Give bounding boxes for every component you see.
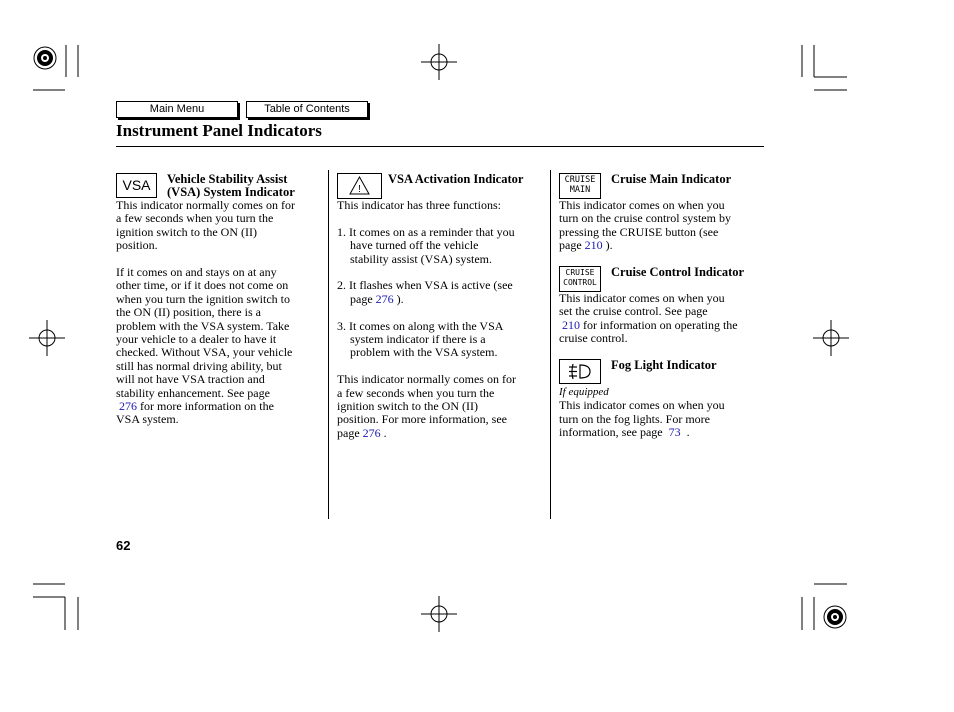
- fog-light-body: [559, 386, 764, 440]
- icon-text-line: MAIN: [569, 185, 591, 195]
- text-line: This indicator comes on when you: [559, 398, 725, 413]
- heading-line: (VSA) System Indicator: [167, 185, 295, 200]
- vsa-icon: VSA: [116, 173, 157, 198]
- text-fragment: page: [559, 238, 582, 253]
- text-line: 2. It flashes when VSA is active (see: [337, 278, 513, 293]
- text-line: still has normal driving ability, but: [116, 358, 282, 373]
- text-line: will not have VSA traction and: [116, 372, 265, 387]
- heading-line: Vehicle Stability Assist: [167, 172, 288, 186]
- text-line: 3. It comes on along with the VSA: [337, 318, 504, 333]
- text-line: position. For more information, see: [337, 412, 507, 427]
- text-line: [559, 319, 764, 332]
- icon-text-line: CONTROL: [563, 278, 597, 287]
- text-line: when you turn the ignition switch to: [116, 291, 290, 306]
- text-fragment: for more information on the: [140, 399, 274, 414]
- page-link[interactable]: 276: [119, 399, 137, 414]
- text-line: [559, 239, 764, 252]
- text-line: This indicator has three functions:: [337, 198, 501, 212]
- text-line: This indicator comes on when you: [559, 198, 725, 212]
- svg-text:!: !: [358, 184, 361, 195]
- icon-text-line: CRUISE: [565, 268, 595, 277]
- vsa-activation-heading: [388, 173, 548, 186]
- cruise-main-body: [559, 199, 764, 253]
- cruise-control-heading: [611, 266, 761, 279]
- text-line: This indicator normally comes on for: [337, 372, 516, 387]
- heading-line: Cruise Main Indicator: [611, 172, 732, 186]
- text-line: [116, 400, 324, 413]
- table-of-contents-button[interactable]: Table of Contents: [246, 101, 368, 118]
- text-line: [337, 427, 547, 440]
- text-fragment: page: [337, 425, 360, 440]
- page-number: 62: [116, 538, 131, 553]
- text-line: cruise control.: [559, 331, 628, 346]
- text-line: problem with the VSA system.: [350, 345, 498, 360]
- title-rule: [116, 146, 764, 147]
- cruise-control-body: [559, 292, 764, 346]
- text-line: stability assist (VSA) system.: [350, 251, 493, 266]
- vsa-activation-body: [337, 199, 547, 440]
- text-line: the ON (II) position, there is a: [116, 305, 261, 320]
- text-line: checked. Without VSA, your vehicle: [116, 345, 293, 360]
- text-line: a few seconds when you turn the: [116, 211, 274, 226]
- heading-line: Fog Light Indicator: [611, 358, 717, 372]
- text-line: a few seconds when you turn the: [337, 385, 495, 400]
- text-line: pressing the CRUISE button (see: [559, 224, 719, 239]
- text-line: your vehicle to a dealer to have it: [116, 332, 277, 347]
- vsa-heading: [167, 173, 327, 200]
- text-line: This indicator normally comes on for: [116, 198, 295, 212]
- text-fragment: ).: [605, 238, 613, 253]
- cruise-main-icon: [559, 173, 601, 199]
- column-divider: [550, 170, 551, 519]
- text-line: have turned off the vehicle: [350, 238, 479, 253]
- icon-text-line: CRUISE: [564, 175, 596, 185]
- page-link[interactable]: 276: [375, 291, 394, 306]
- text-line: system indicator if there is a: [350, 332, 486, 347]
- fog-light-heading: [611, 359, 761, 372]
- text-fragment: for information on operating the: [583, 317, 738, 332]
- text-line: 1. It comes on as a reminder that you: [337, 224, 515, 239]
- warning-triangle-icon: [337, 173, 382, 199]
- text-line: position.: [116, 238, 158, 253]
- text-line: turn on the cruise control system by: [559, 211, 731, 226]
- main-menu-button[interactable]: Main Menu: [116, 101, 238, 118]
- text-line: ignition switch to the ON (II): [337, 399, 478, 414]
- cruise-main-heading: [611, 173, 761, 186]
- text-line: other time, or if it does not come on: [116, 278, 289, 293]
- text-line: [559, 426, 764, 439]
- page-link[interactable]: 73: [668, 425, 681, 440]
- page-link[interactable]: 210: [562, 317, 580, 332]
- text-line: If it comes on and stays on at any: [116, 265, 277, 280]
- if-equipped-note: If equipped: [559, 386, 609, 398]
- cruise-control-icon: [559, 266, 601, 292]
- page-title: Instrument Panel Indicators: [116, 121, 322, 140]
- text-line: ignition switch to the ON (II): [116, 224, 257, 239]
- text-fragment: page: [350, 291, 373, 306]
- column-divider: [328, 170, 329, 519]
- text-fragment: .: [383, 425, 387, 440]
- text-line: problem with the VSA system. Take: [116, 318, 290, 333]
- text-line: VSA system.: [116, 412, 179, 427]
- text-line: turn on the fog lights. For more: [559, 411, 710, 426]
- text-line: This indicator comes on when you: [559, 291, 725, 305]
- vsa-body: [116, 199, 324, 427]
- text-line: set the cruise control. See page: [559, 304, 708, 319]
- page-link[interactable]: 210: [584, 238, 603, 253]
- page-link[interactable]: 276: [362, 425, 381, 440]
- text-line: stability enhancement. See page: [116, 385, 270, 400]
- text-line: [337, 293, 547, 306]
- text-fragment: information, see page: [559, 425, 663, 440]
- text-fragment: .: [686, 425, 690, 440]
- text-fragment: ).: [396, 291, 404, 306]
- heading-line: VSA Activation Indicator: [388, 172, 524, 186]
- heading-line: Cruise Control Indicator: [611, 265, 745, 279]
- fog-light-icon: [559, 359, 601, 384]
